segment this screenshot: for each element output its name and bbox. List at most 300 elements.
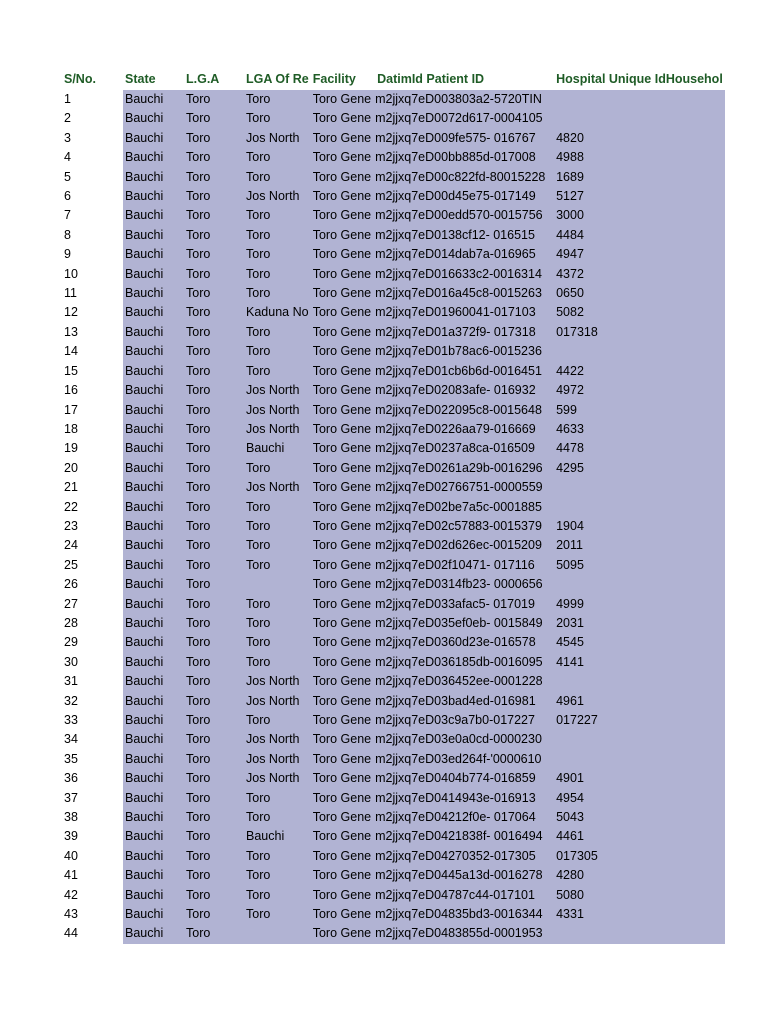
lga-residence-cell[interactable] xyxy=(244,575,311,594)
hospital-id-cell[interactable]: 5043 xyxy=(554,808,725,827)
lga-residence-cell[interactable]: Toro xyxy=(244,556,311,575)
state-cell[interactable]: Bauchi xyxy=(123,148,184,167)
lga-cell[interactable]: Toro xyxy=(184,168,244,187)
hospital-id-cell[interactable]: 017305 xyxy=(554,847,725,866)
facility-cell[interactable]: Toro Gene xyxy=(311,245,373,264)
facility-cell[interactable]: Toro Gene xyxy=(311,265,373,284)
datim-patient-id-cell[interactable]: m2jjxq7eD036452ee-0001228 xyxy=(373,672,554,691)
hospital-id-cell[interactable] xyxy=(554,478,725,497)
lga-residence-cell[interactable]: Toro xyxy=(244,323,311,342)
facility-cell[interactable]: Toro Gene xyxy=(311,187,373,206)
lga-residence-cell[interactable]: Toro xyxy=(244,206,311,225)
datim-patient-id-cell[interactable]: m2jjxq7eD02d626ec-0015209 xyxy=(373,536,554,555)
hospital-id-cell[interactable]: 2011 xyxy=(554,536,725,555)
facility-cell[interactable]: Toro Gene xyxy=(311,459,373,478)
sno-cell[interactable]: 14 xyxy=(62,342,123,361)
lga-cell[interactable]: Toro xyxy=(184,381,244,400)
header-facility[interactable]: Facility xyxy=(312,72,356,86)
datim-patient-id-cell[interactable]: m2jjxq7eD0421838f- 0016494 xyxy=(373,827,554,846)
hospital-id-cell[interactable]: 4280 xyxy=(554,866,725,885)
lga-residence-cell[interactable]: Jos North xyxy=(244,478,311,497)
facility-cell[interactable]: Toro Gene xyxy=(311,614,373,633)
datim-patient-id-cell[interactable]: m2jjxq7eD01b78ac6-0015236 xyxy=(373,342,554,361)
state-cell[interactable]: Bauchi xyxy=(123,905,184,924)
lga-residence-cell[interactable]: Jos North xyxy=(244,730,311,749)
state-cell[interactable]: Bauchi xyxy=(123,90,184,109)
hospital-id-cell[interactable]: 4141 xyxy=(554,653,725,672)
facility-cell[interactable]: Toro Gene xyxy=(311,168,373,187)
state-cell[interactable]: Bauchi xyxy=(123,439,184,458)
sno-cell[interactable]: 19 xyxy=(62,439,123,458)
lga-residence-cell[interactable]: Jos North xyxy=(244,692,311,711)
state-cell[interactable]: Bauchi xyxy=(123,536,184,555)
lga-cell[interactable]: Toro xyxy=(184,342,244,361)
hospital-id-cell[interactable]: 2031 xyxy=(554,614,725,633)
header-datimid-patientid[interactable]: DatimId Patient ID xyxy=(377,72,485,86)
state-cell[interactable]: Bauchi xyxy=(123,692,184,711)
state-cell[interactable]: Bauchi xyxy=(123,866,184,885)
lga-cell[interactable]: Toro xyxy=(184,478,244,497)
facility-cell[interactable]: Toro Gene xyxy=(311,303,373,322)
datim-patient-id-cell[interactable]: m2jjxq7eD003803a2-5720TIN xyxy=(373,90,554,109)
lga-cell[interactable]: Toro xyxy=(184,109,244,128)
lga-residence-cell[interactable]: Toro xyxy=(244,595,311,614)
lga-cell[interactable]: Toro xyxy=(184,575,244,594)
lga-residence-cell[interactable]: Toro xyxy=(244,498,311,517)
facility-cell[interactable]: Toro Gene xyxy=(311,769,373,788)
state-cell[interactable]: Bauchi xyxy=(123,633,184,652)
lga-residence-cell[interactable]: Toro xyxy=(244,866,311,885)
facility-cell[interactable]: Toro Gene xyxy=(311,226,373,245)
state-cell[interactable]: Bauchi xyxy=(123,789,184,808)
facility-cell[interactable]: Toro Gene xyxy=(311,362,373,381)
hospital-id-cell[interactable] xyxy=(554,109,725,128)
sno-cell[interactable]: 31 xyxy=(62,672,123,691)
sno-cell[interactable]: 32 xyxy=(62,692,123,711)
lga-residence-cell[interactable]: Jos North xyxy=(244,401,311,420)
lga-residence-cell[interactable]: Toro xyxy=(244,245,311,264)
hospital-id-cell[interactable]: 5095 xyxy=(554,556,725,575)
sno-cell[interactable]: 20 xyxy=(62,459,123,478)
hospital-id-cell[interactable]: 4484 xyxy=(554,226,725,245)
datim-patient-id-cell[interactable]: m2jjxq7eD0237a8ca-016509 xyxy=(373,439,554,458)
hospital-id-cell[interactable]: 5080 xyxy=(554,886,725,905)
facility-cell[interactable]: Toro Gene xyxy=(311,789,373,808)
facility-cell[interactable]: Toro Gene xyxy=(311,90,373,109)
sno-cell[interactable]: 39 xyxy=(62,827,123,846)
lga-cell[interactable]: Toro xyxy=(184,362,244,381)
lga-residence-cell[interactable]: Toro xyxy=(244,789,311,808)
datim-patient-id-cell[interactable]: m2jjxq7eD00edd570-0015756 xyxy=(373,206,554,225)
lga-residence-cell[interactable]: Toro xyxy=(244,808,311,827)
state-cell[interactable]: Bauchi xyxy=(123,672,184,691)
sno-cell[interactable]: 16 xyxy=(62,381,123,400)
sno-cell[interactable]: 30 xyxy=(62,653,123,672)
state-cell[interactable]: Bauchi xyxy=(123,827,184,846)
lga-cell[interactable]: Toro xyxy=(184,653,244,672)
sno-cell[interactable]: 1 xyxy=(62,90,123,109)
state-cell[interactable]: Bauchi xyxy=(123,420,184,439)
facility-cell[interactable]: Toro Gene xyxy=(311,148,373,167)
header-sno[interactable]: S/No. xyxy=(64,72,96,86)
hospital-id-cell[interactable]: 3000 xyxy=(554,206,725,225)
lga-residence-cell[interactable]: Toro xyxy=(244,362,311,381)
hospital-id-cell[interactable]: 017318 xyxy=(554,323,725,342)
hospital-id-cell[interactable] xyxy=(554,575,725,594)
sno-cell[interactable]: 22 xyxy=(62,498,123,517)
sno-cell[interactable]: 17 xyxy=(62,401,123,420)
datim-patient-id-cell[interactable]: m2jjxq7eD04835bd3-0016344 xyxy=(373,905,554,924)
facility-cell[interactable]: Toro Gene xyxy=(311,575,373,594)
sno-cell[interactable]: 34 xyxy=(62,730,123,749)
datim-patient-id-cell[interactable]: m2jjxq7eD022095c8-0015648 xyxy=(373,401,554,420)
datim-patient-id-cell[interactable]: m2jjxq7eD036185db-0016095 xyxy=(373,653,554,672)
sno-cell[interactable]: 26 xyxy=(62,575,123,594)
hospital-id-cell[interactable]: 4988 xyxy=(554,148,725,167)
facility-cell[interactable]: Toro Gene xyxy=(311,595,373,614)
datim-patient-id-cell[interactable]: m2jjxq7eD03c9a7b0-017227 xyxy=(373,711,554,730)
facility-cell[interactable]: Toro Gene xyxy=(311,517,373,536)
sno-cell[interactable]: 42 xyxy=(62,886,123,905)
lga-cell[interactable]: Toro xyxy=(184,265,244,284)
lga-residence-cell[interactable]: Jos North xyxy=(244,129,311,148)
state-cell[interactable]: Bauchi xyxy=(123,653,184,672)
state-cell[interactable]: Bauchi xyxy=(123,575,184,594)
state-cell[interactable]: Bauchi xyxy=(123,265,184,284)
header-lga-of-residence[interactable]: LGA Of Re xyxy=(246,72,309,86)
lga-residence-cell[interactable]: Kaduna No xyxy=(244,303,311,322)
hospital-id-cell[interactable]: 4295 xyxy=(554,459,725,478)
lga-cell[interactable]: Toro xyxy=(184,730,244,749)
lga-residence-cell[interactable]: Jos North xyxy=(244,672,311,691)
hospital-id-cell[interactable]: 4331 xyxy=(554,905,725,924)
sno-cell[interactable]: 12 xyxy=(62,303,123,322)
hospital-id-cell[interactable]: 4372 xyxy=(554,265,725,284)
lga-cell[interactable]: Toro xyxy=(184,692,244,711)
state-cell[interactable]: Bauchi xyxy=(123,323,184,342)
facility-cell[interactable]: Toro Gene xyxy=(311,866,373,885)
sno-cell[interactable]: 7 xyxy=(62,206,123,225)
sno-cell[interactable]: 36 xyxy=(62,769,123,788)
datim-patient-id-cell[interactable]: m2jjxq7eD0072d617-0004105 xyxy=(373,109,554,128)
facility-cell[interactable]: Toro Gene xyxy=(311,556,373,575)
facility-cell[interactable]: Toro Gene xyxy=(311,478,373,497)
state-cell[interactable]: Bauchi xyxy=(123,109,184,128)
state-cell[interactable]: Bauchi xyxy=(123,886,184,905)
lga-residence-cell[interactable]: Toro xyxy=(244,614,311,633)
lga-cell[interactable]: Toro xyxy=(184,847,244,866)
hospital-id-cell[interactable]: 4972 xyxy=(554,381,725,400)
lga-residence-cell[interactable]: Jos North xyxy=(244,420,311,439)
state-cell[interactable]: Bauchi xyxy=(123,614,184,633)
facility-cell[interactable]: Toro Gene xyxy=(311,692,373,711)
lga-cell[interactable]: Toro xyxy=(184,808,244,827)
datim-patient-id-cell[interactable]: m2jjxq7eD04787c44-017101 xyxy=(373,886,554,905)
hospital-id-cell[interactable]: 4545 xyxy=(554,633,725,652)
facility-cell[interactable]: Toro Gene xyxy=(311,323,373,342)
lga-residence-cell[interactable]: Toro xyxy=(244,284,311,303)
sno-cell[interactable]: 18 xyxy=(62,420,123,439)
sno-cell[interactable]: 11 xyxy=(62,284,123,303)
datim-patient-id-cell[interactable]: m2jjxq7eD00bb885d-017008 xyxy=(373,148,554,167)
datim-patient-id-cell[interactable]: m2jjxq7eD03e0a0cd-0000230 xyxy=(373,730,554,749)
state-cell[interactable]: Bauchi xyxy=(123,226,184,245)
datim-patient-id-cell[interactable]: m2jjxq7eD0226aa79-016669 xyxy=(373,420,554,439)
datim-patient-id-cell[interactable]: m2jjxq7eD04270352-017305 xyxy=(373,847,554,866)
lga-residence-cell[interactable]: Toro xyxy=(244,459,311,478)
facility-cell[interactable]: Toro Gene xyxy=(311,750,373,769)
lga-cell[interactable]: Toro xyxy=(184,284,244,303)
lga-cell[interactable]: Toro xyxy=(184,866,244,885)
state-cell[interactable]: Bauchi xyxy=(123,303,184,322)
state-cell[interactable]: Bauchi xyxy=(123,187,184,206)
lga-residence-cell[interactable]: Toro xyxy=(244,633,311,652)
state-cell[interactable]: Bauchi xyxy=(123,459,184,478)
hospital-id-cell[interactable]: 017227 xyxy=(554,711,725,730)
facility-cell[interactable]: Toro Gene xyxy=(311,129,373,148)
datim-patient-id-cell[interactable]: m2jjxq7eD0138cf12- 016515 xyxy=(373,226,554,245)
lga-cell[interactable]: Toro xyxy=(184,517,244,536)
lga-cell[interactable]: Toro xyxy=(184,633,244,652)
lga-residence-cell[interactable]: Toro xyxy=(244,653,311,672)
datim-patient-id-cell[interactable]: m2jjxq7eD02f10471- 017116 xyxy=(373,556,554,575)
lga-cell[interactable]: Toro xyxy=(184,148,244,167)
lga-cell[interactable]: Toro xyxy=(184,187,244,206)
datim-patient-id-cell[interactable]: m2jjxq7eD00c822fd-80015228 xyxy=(373,168,554,187)
state-cell[interactable]: Bauchi xyxy=(123,206,184,225)
lga-cell[interactable]: Toro xyxy=(184,905,244,924)
facility-cell[interactable]: Toro Gene xyxy=(311,109,373,128)
hospital-id-cell[interactable]: 4901 xyxy=(554,769,725,788)
lga-cell[interactable]: Toro xyxy=(184,614,244,633)
sno-cell[interactable]: 37 xyxy=(62,789,123,808)
sno-cell[interactable]: 3 xyxy=(62,129,123,148)
lga-cell[interactable]: Toro xyxy=(184,827,244,846)
sno-cell[interactable]: 23 xyxy=(62,517,123,536)
lga-residence-cell[interactable]: Toro xyxy=(244,886,311,905)
lga-cell[interactable]: Toro xyxy=(184,498,244,517)
datim-patient-id-cell[interactable]: m2jjxq7eD009fe575- 016767 xyxy=(373,129,554,148)
lga-cell[interactable]: Toro xyxy=(184,536,244,555)
lga-cell[interactable]: Toro xyxy=(184,245,244,264)
lga-residence-cell[interactable]: Jos North xyxy=(244,750,311,769)
lga-residence-cell[interactable]: Toro xyxy=(244,109,311,128)
lga-cell[interactable]: Toro xyxy=(184,90,244,109)
state-cell[interactable]: Bauchi xyxy=(123,401,184,420)
sno-cell[interactable]: 4 xyxy=(62,148,123,167)
datim-patient-id-cell[interactable]: m2jjxq7eD02be7a5c-0001885 xyxy=(373,498,554,517)
lga-residence-cell[interactable]: Jos North xyxy=(244,381,311,400)
lga-cell[interactable]: Toro xyxy=(184,789,244,808)
hospital-id-cell[interactable] xyxy=(554,672,725,691)
datim-patient-id-cell[interactable]: m2jjxq7eD01960041-017103 xyxy=(373,303,554,322)
state-cell[interactable]: Bauchi xyxy=(123,517,184,536)
facility-cell[interactable]: Toro Gene xyxy=(311,498,373,517)
header-lga[interactable]: L.G.A xyxy=(186,72,220,86)
lga-cell[interactable]: Toro xyxy=(184,303,244,322)
datim-patient-id-cell[interactable]: m2jjxq7eD0261a29b-0016296 xyxy=(373,459,554,478)
facility-cell[interactable]: Toro Gene xyxy=(311,711,373,730)
facility-cell[interactable]: Toro Gene xyxy=(311,847,373,866)
hospital-id-cell[interactable] xyxy=(554,498,725,517)
lga-cell[interactable]: Toro xyxy=(184,769,244,788)
lga-residence-cell[interactable]: Toro xyxy=(244,90,311,109)
facility-cell[interactable]: Toro Gene xyxy=(311,342,373,361)
header-hospital-unique-household[interactable] xyxy=(554,68,725,90)
datim-patient-id-cell[interactable]: m2jjxq7eD02083afe- 016932 xyxy=(373,381,554,400)
hospital-id-cell[interactable]: 599 xyxy=(554,401,725,420)
lga-cell[interactable]: Toro xyxy=(184,401,244,420)
lga-cell[interactable]: Toro xyxy=(184,556,244,575)
sno-cell[interactable]: 2 xyxy=(62,109,123,128)
hospital-id-cell[interactable]: 4954 xyxy=(554,789,725,808)
lga-residence-cell[interactable]: Toro xyxy=(244,847,311,866)
hospital-id-cell[interactable]: 1904 xyxy=(554,517,725,536)
sno-cell[interactable]: 5 xyxy=(62,168,123,187)
facility-cell[interactable]: Toro Gene xyxy=(311,439,373,458)
facility-cell[interactable]: Toro Gene xyxy=(311,905,373,924)
sno-cell[interactable]: 44 xyxy=(62,924,123,943)
hospital-id-cell[interactable] xyxy=(554,750,725,769)
datim-patient-id-cell[interactable]: m2jjxq7eD04212f0e- 017064 xyxy=(373,808,554,827)
state-cell[interactable]: Bauchi xyxy=(123,769,184,788)
sno-cell[interactable]: 13 xyxy=(62,323,123,342)
hospital-id-cell[interactable] xyxy=(554,342,725,361)
lga-residence-cell[interactable]: Toro xyxy=(244,711,311,730)
datim-patient-id-cell[interactable]: m2jjxq7eD035ef0eb- 0015849 xyxy=(373,614,554,633)
lga-cell[interactable]: Toro xyxy=(184,672,244,691)
facility-cell[interactable]: Toro Gene xyxy=(311,808,373,827)
facility-cell[interactable]: Toro Gene xyxy=(311,420,373,439)
sno-cell[interactable]: 6 xyxy=(62,187,123,206)
lga-cell[interactable]: Toro xyxy=(184,129,244,148)
datim-patient-id-cell[interactable]: m2jjxq7eD0314fb23- 0000656 xyxy=(373,575,554,594)
state-cell[interactable]: Bauchi xyxy=(123,595,184,614)
facility-cell[interactable]: Toro Gene xyxy=(311,381,373,400)
lga-residence-cell[interactable]: Jos North xyxy=(244,187,311,206)
facility-cell[interactable]: Toro Gene xyxy=(311,653,373,672)
sno-cell[interactable]: 33 xyxy=(62,711,123,730)
lga-residence-cell[interactable]: Toro xyxy=(244,226,311,245)
sno-cell[interactable]: 41 xyxy=(62,866,123,885)
state-cell[interactable]: Bauchi xyxy=(123,381,184,400)
datim-patient-id-cell[interactable]: m2jjxq7eD016633c2-0016314 xyxy=(373,265,554,284)
state-cell[interactable]: Bauchi xyxy=(123,924,184,943)
lga-residence-cell[interactable] xyxy=(244,924,311,943)
datim-patient-id-cell[interactable]: m2jjxq7eD00d45e75-017149 xyxy=(373,187,554,206)
lga-residence-cell[interactable]: Toro xyxy=(244,168,311,187)
facility-cell[interactable]: Toro Gene xyxy=(311,730,373,749)
lga-cell[interactable]: Toro xyxy=(184,886,244,905)
state-cell[interactable]: Bauchi xyxy=(123,556,184,575)
hospital-id-cell[interactable] xyxy=(554,730,725,749)
state-cell[interactable]: Bauchi xyxy=(123,342,184,361)
datim-patient-id-cell[interactable]: m2jjxq7eD033afac5- 017019 xyxy=(373,595,554,614)
sno-cell[interactable]: 27 xyxy=(62,595,123,614)
facility-cell[interactable]: Toro Gene xyxy=(311,827,373,846)
state-cell[interactable]: Bauchi xyxy=(123,362,184,381)
sno-cell[interactable]: 24 xyxy=(62,536,123,555)
hospital-id-cell[interactable]: 4633 xyxy=(554,420,725,439)
state-cell[interactable]: Bauchi xyxy=(123,847,184,866)
lga-residence-cell[interactable]: Toro xyxy=(244,342,311,361)
datim-patient-id-cell[interactable]: m2jjxq7eD0483855d-0001953 xyxy=(373,924,554,943)
sno-cell[interactable]: 38 xyxy=(62,808,123,827)
facility-cell[interactable]: Toro Gene xyxy=(311,672,373,691)
facility-cell[interactable]: Toro Gene xyxy=(311,633,373,652)
hospital-id-cell[interactable]: 5082 xyxy=(554,303,725,322)
hospital-id-cell[interactable]: 4999 xyxy=(554,595,725,614)
sno-cell[interactable]: 29 xyxy=(62,633,123,652)
facility-cell[interactable]: Toro Gene xyxy=(311,206,373,225)
lga-cell[interactable]: Toro xyxy=(184,226,244,245)
state-cell[interactable]: Bauchi xyxy=(123,478,184,497)
lga-cell[interactable]: Toro xyxy=(184,711,244,730)
facility-cell[interactable]: Toro Gene xyxy=(311,536,373,555)
hospital-id-cell[interactable]: 4478 xyxy=(554,439,725,458)
datim-patient-id-cell[interactable]: m2jjxq7eD02c57883-0015379 xyxy=(373,517,554,536)
sno-cell[interactable]: 9 xyxy=(62,245,123,264)
lga-cell[interactable]: Toro xyxy=(184,459,244,478)
state-cell[interactable]: Bauchi xyxy=(123,750,184,769)
state-cell[interactable]: Bauchi xyxy=(123,730,184,749)
datim-patient-id-cell[interactable]: m2jjxq7eD0414943e-016913 xyxy=(373,789,554,808)
datim-patient-id-cell[interactable]: m2jjxq7eD0445a13d-0016278 xyxy=(373,866,554,885)
lga-cell[interactable]: Toro xyxy=(184,750,244,769)
datim-patient-id-cell[interactable]: m2jjxq7eD0404b774-016859 xyxy=(373,769,554,788)
lga-cell[interactable]: Toro xyxy=(184,924,244,943)
state-cell[interactable]: Bauchi xyxy=(123,498,184,517)
sno-cell[interactable]: 25 xyxy=(62,556,123,575)
datim-patient-id-cell[interactable]: m2jjxq7eD0360d23e-016578 xyxy=(373,633,554,652)
sno-cell[interactable]: 21 xyxy=(62,478,123,497)
lga-cell[interactable]: Toro xyxy=(184,439,244,458)
state-cell[interactable]: Bauchi xyxy=(123,168,184,187)
facility-cell[interactable]: Toro Gene xyxy=(311,401,373,420)
hospital-id-cell[interactable]: 1689 xyxy=(554,168,725,187)
lga-residence-cell[interactable]: Toro xyxy=(244,517,311,536)
hospital-id-cell[interactable]: 4961 xyxy=(554,692,725,711)
sno-cell[interactable]: 10 xyxy=(62,265,123,284)
lga-residence-cell[interactable]: Jos North xyxy=(244,769,311,788)
hospital-id-cell[interactable]: 5127 xyxy=(554,187,725,206)
state-cell[interactable]: Bauchi xyxy=(123,284,184,303)
datim-patient-id-cell[interactable]: m2jjxq7eD02766751-0000559 xyxy=(373,478,554,497)
header-state[interactable]: State xyxy=(125,72,156,86)
sno-cell[interactable]: 8 xyxy=(62,226,123,245)
datim-patient-id-cell[interactable]: m2jjxq7eD03bad4ed-016981 xyxy=(373,692,554,711)
sno-cell[interactable]: 28 xyxy=(62,614,123,633)
state-cell[interactable]: Bauchi xyxy=(123,129,184,148)
sno-cell[interactable]: 35 xyxy=(62,750,123,769)
hospital-id-cell[interactable]: 4820 xyxy=(554,129,725,148)
state-cell[interactable]: Bauchi xyxy=(123,245,184,264)
lga-cell[interactable]: Toro xyxy=(184,323,244,342)
hospital-id-cell[interactable] xyxy=(554,924,725,943)
lga-cell[interactable]: Toro xyxy=(184,595,244,614)
datim-patient-id-cell[interactable]: m2jjxq7eD01cb6b6d-0016451 xyxy=(373,362,554,381)
sno-cell[interactable]: 43 xyxy=(62,905,123,924)
facility-cell[interactable]: Toro Gene xyxy=(311,886,373,905)
lga-residence-cell[interactable]: Toro xyxy=(244,148,311,167)
state-cell[interactable]: Bauchi xyxy=(123,711,184,730)
lga-residence-cell[interactable]: Bauchi xyxy=(244,439,311,458)
facility-cell[interactable]: Toro Gene xyxy=(311,284,373,303)
datim-patient-id-cell[interactable]: m2jjxq7eD03ed264f-'0000610 xyxy=(373,750,554,769)
sno-cell[interactable]: 15 xyxy=(62,362,123,381)
lga-residence-cell[interactable]: Toro xyxy=(244,905,311,924)
lga-cell[interactable]: Toro xyxy=(184,206,244,225)
